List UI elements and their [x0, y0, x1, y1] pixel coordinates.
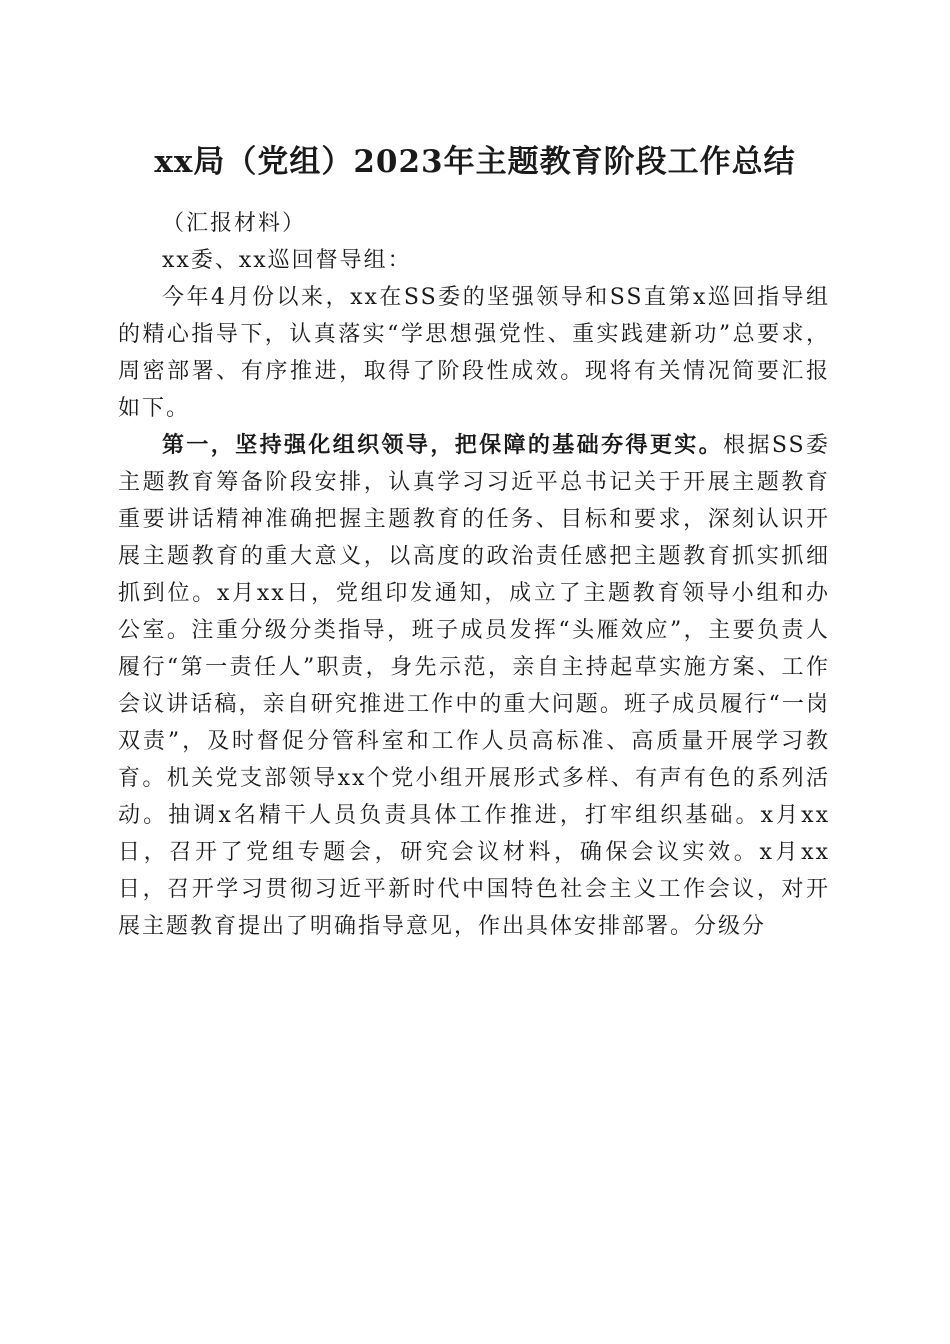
section-1-body: 根据SS委主题教育筹备阶段安排，认真学习习近平总书记关于开展主题教育重要讲话精神准确把握主题教育的任务、目标和要求，深刻认识开展主题教育的重大意义，以高度的政治责任感把主题教育抓实抓细抓到位。x月xx日，党组印发通知，成立了主题教育领导小组和办公室。注重分级分类指导，班子成员发挥“头雁效应”，主要负责人履行“第一责任人”职责，身先示范，亲自主持起草实施方案、工作会议讲话稿，亲自研究推进工作中的重大问题。班子成员履行“一岗双责”，及时督促分管科室和工作人员高标准、高质量开展学习教育。机关党支部领导xx个党小组开展形式多样、有声有色的系列活动。抽调x名精干人员负责具体工作推进，打牢组织基础。x月xx日，召开了党组专题会，研究会议材料，确保会议实效。x月xx日，召开学习贯彻习近平新时代中国特色社会主义工作会议，对开展主题教育提出了明确指导意见，作出具体安排部署。分级分 — [118, 433, 830, 939]
document-subtitle: （汇报材料） — [162, 211, 307, 236]
section-1-paragraph — [118, 427, 830, 945]
section-1-heading: 第一，坚持强化组织领导，把保障的基础夯得更实。 — [162, 432, 724, 458]
document-title: xx局（党组）2023年主题教育阶段工作总结 — [154, 144, 796, 180]
intro-paragraph: 今年4月份以来，xx在SS委的坚强领导和SS直第x巡回指导组的精心指导下，认真落实“学思想强党性、重实践建新功”总要求，周密部署、有序推进，取得了阶段性成效。现将有关情况简要汇报如下。 — [118, 285, 830, 421]
document-body — [118, 205, 830, 945]
salutation: xx委、xx巡回督导组： — [162, 248, 412, 273]
